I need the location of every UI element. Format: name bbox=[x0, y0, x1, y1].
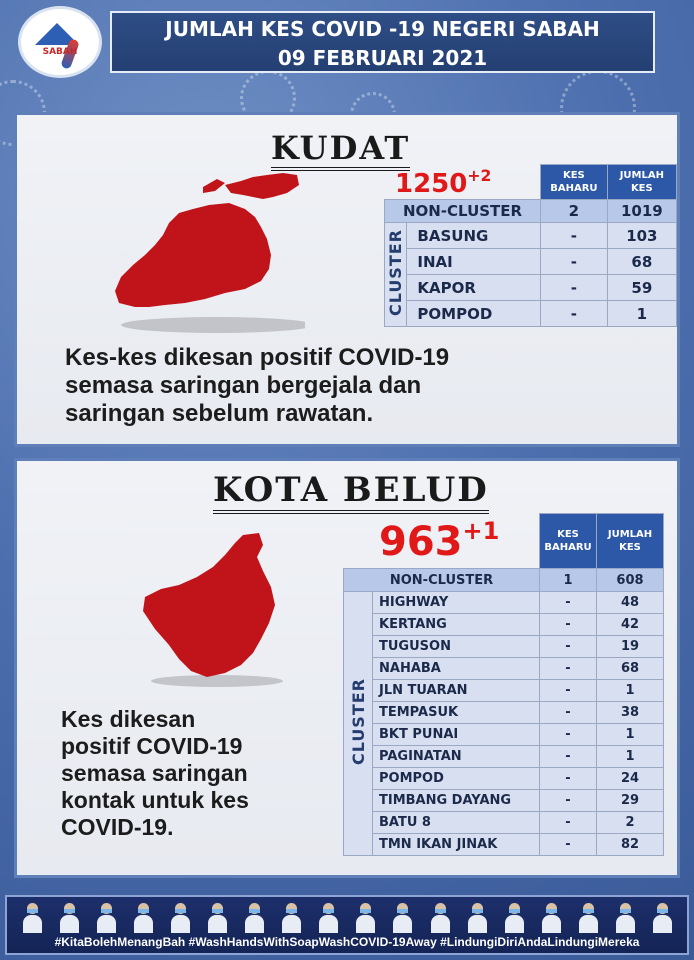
table-row bbox=[344, 746, 664, 768]
table-row bbox=[344, 834, 664, 856]
row-new: 2 bbox=[541, 200, 608, 223]
row-new: - bbox=[541, 223, 608, 249]
row-total: 1 bbox=[597, 746, 664, 768]
row-new: - bbox=[541, 275, 608, 301]
row-total: 68 bbox=[607, 249, 676, 275]
row-total: 1 bbox=[597, 680, 664, 702]
row-name: NAHABA bbox=[373, 658, 540, 680]
frontliner-icon bbox=[540, 901, 562, 933]
note-line: saringan sebelum rawatan. bbox=[65, 400, 374, 427]
frontliner-icon bbox=[206, 901, 228, 933]
frontliner-icon bbox=[169, 901, 191, 933]
row-total: 608 bbox=[597, 569, 664, 592]
row-name: BASUNG bbox=[407, 223, 541, 249]
row-new: - bbox=[540, 592, 597, 614]
row-new: - bbox=[540, 658, 597, 680]
frontliner-icon bbox=[21, 901, 43, 933]
row-new: - bbox=[540, 834, 597, 856]
frontliner-icon bbox=[651, 901, 673, 933]
cluster-label: CLUSTER bbox=[385, 223, 407, 327]
col-header-new: KES BAHARU bbox=[541, 165, 608, 200]
kudat-panel bbox=[14, 112, 680, 447]
title-line-1: JUMLAH KES COVID -19 NEGERI SABAH bbox=[165, 17, 600, 41]
total-value: 963 bbox=[379, 519, 463, 565]
district-title: KOTA BELUD bbox=[213, 473, 489, 514]
total-increase: +2 bbox=[467, 167, 492, 185]
row-total: 24 bbox=[597, 768, 664, 790]
frontliner-icon bbox=[503, 901, 525, 933]
frontliner-icon bbox=[466, 901, 488, 933]
row-name: TUGUSON bbox=[373, 636, 540, 658]
table-row bbox=[344, 812, 664, 834]
table-row bbox=[385, 200, 677, 223]
title-line-2: 09 FEBRUARI 2021 bbox=[277, 46, 488, 70]
row-name: NON-CLUSTER bbox=[344, 569, 540, 592]
total-value: 1250 bbox=[395, 169, 468, 199]
frontliner-icon bbox=[391, 901, 413, 933]
sabah-health-logo bbox=[18, 6, 102, 78]
row-total: 29 bbox=[597, 790, 664, 812]
row-total: 103 bbox=[607, 223, 676, 249]
hashtags: #KitaBolehMenangBah #WashHandsWithSoapWashCOVID-19Away #LindungiDiriAndaLindungiMereka bbox=[54, 935, 640, 949]
table-row bbox=[344, 702, 664, 724]
frontliner-icon bbox=[58, 901, 80, 933]
row-name: KERTANG bbox=[373, 614, 540, 636]
row-new: - bbox=[540, 636, 597, 658]
frontliner-icon bbox=[95, 901, 117, 933]
note-line: positif COVID-19 bbox=[61, 733, 243, 759]
table-row bbox=[385, 223, 677, 249]
row-name: POMPOD bbox=[373, 768, 540, 790]
kudat-case-table bbox=[384, 164, 677, 327]
frontliner-icon bbox=[280, 901, 302, 933]
note-line: Kes-kes dikesan positif COVID-19 bbox=[65, 344, 450, 371]
row-new: - bbox=[540, 812, 597, 834]
table-row bbox=[344, 658, 664, 680]
row-new: 1 bbox=[540, 569, 597, 592]
col-header-new: KES BAHARU bbox=[540, 514, 597, 569]
row-total: 82 bbox=[597, 834, 664, 856]
row-new: - bbox=[541, 249, 608, 275]
cluster-label: CLUSTER bbox=[344, 592, 373, 856]
note-line: kontak untuk kes bbox=[61, 787, 249, 813]
frontliner-figures bbox=[21, 901, 673, 933]
row-new: - bbox=[540, 680, 597, 702]
frontliner-icon bbox=[243, 901, 265, 933]
kota-belud-case-table bbox=[343, 513, 664, 856]
row-total: 1019 bbox=[607, 200, 676, 223]
table-row bbox=[344, 768, 664, 790]
row-new: - bbox=[540, 746, 597, 768]
row-name: BATU 8 bbox=[373, 812, 540, 834]
row-total: 38 bbox=[597, 702, 664, 724]
row-total: 2 bbox=[597, 812, 664, 834]
note-line: semasa saringan bbox=[61, 760, 248, 786]
table-row bbox=[344, 592, 664, 614]
table-row bbox=[344, 680, 664, 702]
kudat-note bbox=[65, 344, 665, 428]
row-name: KAPOR bbox=[407, 275, 541, 301]
frontliner-icon bbox=[132, 901, 154, 933]
row-total: 42 bbox=[597, 614, 664, 636]
row-new: - bbox=[540, 768, 597, 790]
frontliner-icon bbox=[317, 901, 339, 933]
table-row bbox=[344, 569, 664, 592]
row-new: - bbox=[541, 301, 608, 327]
table-row bbox=[385, 301, 677, 327]
row-name: TEMPASUK bbox=[373, 702, 540, 724]
row-new: - bbox=[540, 790, 597, 812]
row-total: 48 bbox=[597, 592, 664, 614]
frontliner-icon bbox=[354, 901, 376, 933]
table-row bbox=[385, 275, 677, 301]
table-row bbox=[344, 724, 664, 746]
table-row bbox=[344, 636, 664, 658]
row-name: TIMBANG DAYANG bbox=[373, 790, 540, 812]
row-total: 59 bbox=[607, 275, 676, 301]
row-name: NON-CLUSTER bbox=[385, 200, 541, 223]
row-name: PAGINATAN bbox=[373, 746, 540, 768]
note-line: Kes dikesan bbox=[61, 706, 196, 732]
row-total: 19 bbox=[597, 636, 664, 658]
logo-text: SABAH bbox=[42, 47, 78, 57]
row-new: - bbox=[540, 702, 597, 724]
kota-belud-panel bbox=[14, 458, 680, 878]
table-row bbox=[344, 614, 664, 636]
frontliner-icon bbox=[614, 901, 636, 933]
row-name: TMN IKAN JINAK bbox=[373, 834, 540, 856]
frontliner-icon bbox=[429, 901, 451, 933]
district-title: KUDAT bbox=[271, 132, 410, 171]
note-line: COVID-19. bbox=[61, 814, 174, 840]
kota-belud-map bbox=[135, 531, 295, 691]
row-name: INAI bbox=[407, 249, 541, 275]
table-row bbox=[385, 249, 677, 275]
col-header-total: JUMLAH KES bbox=[607, 165, 676, 200]
table-row bbox=[344, 790, 664, 812]
row-total: 68 bbox=[597, 658, 664, 680]
row-new: - bbox=[540, 614, 597, 636]
page-title bbox=[110, 11, 655, 73]
row-new: - bbox=[540, 724, 597, 746]
kudat-map bbox=[105, 165, 305, 335]
frontliner-icon bbox=[577, 901, 599, 933]
note-line: semasa saringan bergejala dan bbox=[65, 372, 422, 399]
row-name: BKT PUNAI bbox=[373, 724, 540, 746]
row-name: POMPOD bbox=[407, 301, 541, 327]
total-increase: +1 bbox=[462, 517, 500, 545]
row-name: JLN TUARAN bbox=[373, 680, 540, 702]
row-total: 1 bbox=[607, 301, 676, 327]
footer-banner bbox=[5, 895, 689, 955]
row-total: 1 bbox=[597, 724, 664, 746]
row-name: HIGHWAY bbox=[373, 592, 540, 614]
col-header-total: JUMLAH KES bbox=[597, 514, 664, 569]
kota-belud-note bbox=[61, 706, 341, 841]
